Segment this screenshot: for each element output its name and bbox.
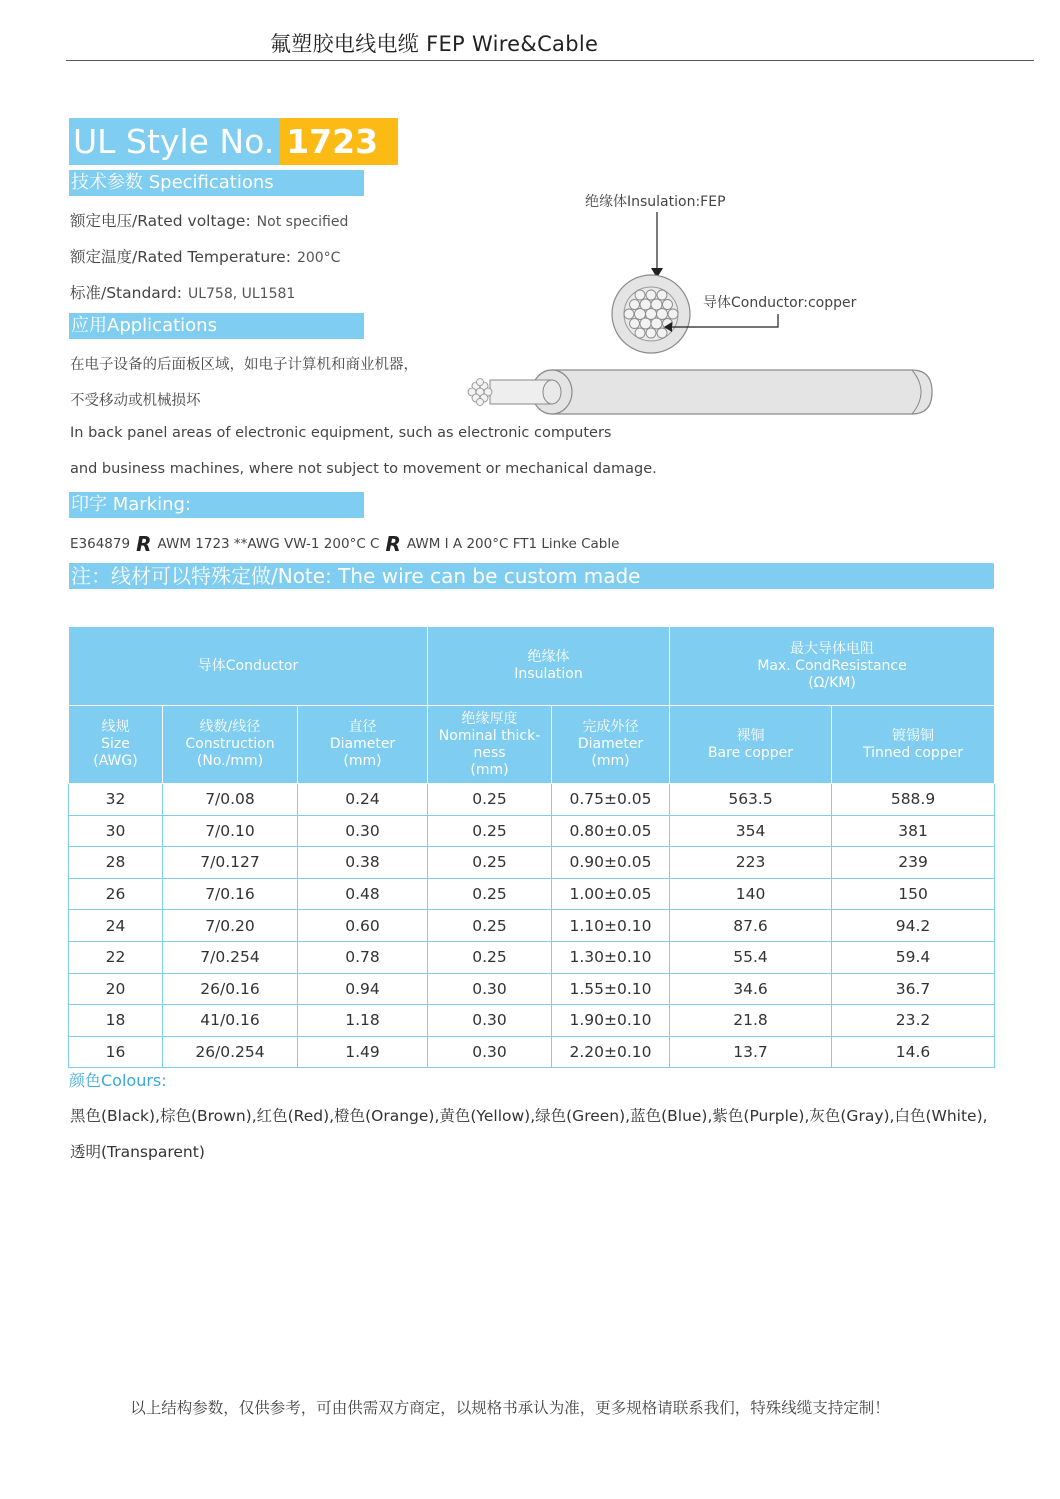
- bare-copper-cell: 354: [670, 815, 832, 847]
- outer-diameter-cell: 0.75±0.05: [552, 784, 670, 816]
- resistance-header-cn: 最大导体电阻: [790, 640, 875, 657]
- resistance-header-en: Max. CondResistance: [757, 657, 907, 674]
- diameter-column-header: [298, 706, 428, 784]
- insulation-header-cn: 绝缘体: [527, 649, 570, 665]
- table-row: [69, 784, 995, 816]
- table-row: [69, 847, 995, 879]
- insulation-header-en: Insulation: [514, 666, 583, 682]
- diameter-header-cn: 直径: [348, 719, 377, 735]
- tinned-copper-cell: 94.2: [832, 910, 995, 942]
- bare-copper-cell: 13.7: [670, 1036, 832, 1068]
- tinned-copper-header-cn: 镀锡铜: [892, 727, 935, 744]
- colours-line-1: 黑色(Black),棕色(Brown),红色(Red),橙色(Orange),黄色(Yellow),绿色(Green),蓝色(Blue),紫色(Purple),灰色(Gray),白色(White),: [70, 1107, 988, 1125]
- thickness-column-header: [428, 706, 552, 784]
- bare-copper-column-header: [670, 706, 832, 784]
- table-row: [69, 973, 995, 1005]
- tinned-copper-cell: 36.7: [832, 973, 995, 1005]
- custom-note: 注：线材可以特殊定做/Note: The wire can be custom made: [69, 563, 994, 589]
- conductor-label: 导体Conductor:copper: [703, 295, 857, 311]
- tinned-copper-cell: 588.9: [832, 784, 995, 816]
- diameter-cell: 1.49: [298, 1036, 428, 1068]
- size-cell: 24: [69, 910, 163, 942]
- colours-heading: 颜色Colours:: [69, 1071, 167, 1090]
- tinned-copper-column-header: [832, 706, 995, 784]
- size-header-unit: (AWG): [93, 753, 138, 769]
- ul-style-number: 1723: [280, 118, 398, 165]
- thickness-header-en-2: ness: [473, 744, 506, 761]
- outer-diameter-cell: 1.55±0.10: [552, 973, 670, 1005]
- application-line-3: In back panel areas of electronic equipment, such as electronic computers: [70, 425, 612, 441]
- bare-copper-cell: 34.6: [670, 973, 832, 1005]
- thickness-header-unit: (mm): [470, 761, 509, 778]
- table-row: [69, 815, 995, 847]
- outer-diameter-cell: 0.90±0.05: [552, 847, 670, 879]
- standard-label: 标准/Standard:: [70, 284, 182, 302]
- size-cell: 32: [69, 784, 163, 816]
- thickness-cell: 0.25: [428, 847, 552, 879]
- diameter-header-unit: (mm): [343, 753, 382, 769]
- ul-recognized-logo-icon: R: [136, 532, 150, 556]
- diameter-cell: 0.30: [298, 815, 428, 847]
- specification-table: [68, 626, 995, 1068]
- standard: [70, 281, 295, 303]
- size-column-header: [69, 706, 163, 784]
- insulation-label: 绝缘体Insulation:FEP: [585, 194, 726, 210]
- rated-temperature-label: 额定温度/Rated Temperature:: [70, 248, 291, 266]
- outer-diameter-header-en: Diameter: [577, 736, 644, 752]
- size-cell: 28: [69, 847, 163, 879]
- thickness-cell: 0.30: [428, 1005, 552, 1037]
- bare-copper-header-en: Bare copper: [707, 744, 794, 761]
- thickness-cell: 0.25: [428, 910, 552, 942]
- tinned-copper-header-en: Tinned copper: [862, 744, 964, 761]
- rated-voltage-label: 额定电压/Rated voltage:: [70, 212, 251, 230]
- tinned-copper-cell: 381: [832, 815, 995, 847]
- conductor-group-header: 导体Conductor: [69, 627, 428, 706]
- thickness-cell: 0.30: [428, 973, 552, 1005]
- cable-cross-section: [612, 275, 690, 353]
- page-header-title: 氟塑胶电线电缆 FEP Wire&Cable: [270, 32, 599, 56]
- construction-cell: 41/0.16: [163, 1005, 298, 1037]
- application-line-1: 在电子设备的后面板区域，如电子计算机和商业机器，: [70, 357, 418, 373]
- marking-file-number: E364879: [70, 536, 131, 552]
- bare-copper-header-cn: 裸铜: [736, 727, 765, 744]
- rated-voltage-value: Not specified: [256, 214, 349, 230]
- tinned-copper-cell: 150: [832, 878, 995, 910]
- size-header-cn: 线规: [101, 719, 130, 735]
- size-cell: 16: [69, 1036, 163, 1068]
- outer-diameter-cell: 1.30±0.10: [552, 941, 670, 973]
- construction-column-header: [163, 706, 298, 784]
- resistance-group-header: [670, 627, 995, 706]
- rated-voltage: [70, 209, 348, 231]
- bare-copper-cell: 21.8: [670, 1005, 832, 1037]
- insulation-group-header: [428, 627, 670, 706]
- thickness-cell: 0.30: [428, 1036, 552, 1068]
- applications-heading: 应用Applications: [69, 313, 364, 339]
- outer-diameter-cell: 1.00±0.05: [552, 878, 670, 910]
- standard-value: UL758, UL1581: [187, 286, 296, 302]
- construction-header-unit: (No./mm): [196, 753, 264, 769]
- bare-copper-cell: 87.6: [670, 910, 832, 942]
- tinned-copper-cell: 59.4: [832, 941, 995, 973]
- resistance-header-unit: (Ω/KM): [808, 674, 856, 691]
- outer-diameter-cell: 0.80±0.05: [552, 815, 670, 847]
- bare-copper-cell: 563.5: [670, 784, 832, 816]
- size-cell: 18: [69, 1005, 163, 1037]
- tinned-copper-cell: 14.6: [832, 1036, 995, 1068]
- construction-cell: 26/0.254: [163, 1036, 298, 1068]
- outer-diameter-cell: 1.90±0.10: [552, 1005, 670, 1037]
- diameter-cell: 1.18: [298, 1005, 428, 1037]
- thickness-header-en-1: Nominal thick-: [438, 727, 541, 744]
- construction-header-en: Construction: [185, 736, 275, 752]
- size-cell: 26: [69, 878, 163, 910]
- ul-style-label: UL Style No.: [69, 118, 280, 165]
- diameter-cell: 0.60: [298, 910, 428, 942]
- table-group-header-row: [69, 627, 995, 706]
- table-row: [69, 878, 995, 910]
- application-line-2: 不受移动或机械损坏: [70, 393, 201, 409]
- table-row: [69, 1005, 995, 1037]
- marking-text: [70, 532, 619, 556]
- application-line-4: and business machines, where not subject to movement or mechanical damage.: [70, 461, 657, 477]
- rated-temperature-value: 200°C: [296, 250, 341, 266]
- construction-cell: 7/0.254: [163, 941, 298, 973]
- diameter-cell: 0.24: [298, 784, 428, 816]
- ul-style-title: [69, 118, 398, 165]
- construction-cell: 7/0.16: [163, 878, 298, 910]
- construction-header-cn: 线数/线径: [199, 719, 261, 735]
- diameter-cell: 0.78: [298, 941, 428, 973]
- marking-part-2: AWM 1723 **AWG VW-1 200°C C: [157, 536, 380, 552]
- diameter-cell: 0.48: [298, 878, 428, 910]
- thickness-cell: 0.25: [428, 815, 552, 847]
- outer-diameter-cell: 2.20±0.10: [552, 1036, 670, 1068]
- cable-side-view: [468, 370, 932, 414]
- size-cell: 30: [69, 815, 163, 847]
- marking-heading: 印字 Marking:: [69, 492, 364, 518]
- bare-copper-cell: 223: [670, 847, 832, 879]
- diameter-cell: 0.94: [298, 973, 428, 1005]
- size-cell: 22: [69, 941, 163, 973]
- thickness-header-cn: 绝缘厚度: [461, 710, 518, 727]
- table-row: [69, 941, 995, 973]
- table-row: [69, 910, 995, 942]
- size-header-en: Size: [101, 736, 130, 752]
- colours-line-2: 透明(Transparent): [70, 1143, 205, 1161]
- construction-cell: 26/0.16: [163, 973, 298, 1005]
- outer-diameter-header-cn: 完成外径: [582, 719, 639, 735]
- construction-cell: 7/0.08: [163, 784, 298, 816]
- diameter-header-en: Diameter: [329, 736, 396, 752]
- tinned-copper-cell: 239: [832, 847, 995, 879]
- footer-disclaimer: 以上结构参数，仅供参考，可由供需双方商定，以规格书承认为准，更多规格请联系我们，特殊线缆支持定制！: [130, 1399, 890, 1417]
- cable-diagram: [460, 200, 940, 430]
- marking-part-3: AWM I A 200°C FT1 Linke Cable: [406, 536, 620, 552]
- table-column-header-row: [69, 706, 995, 784]
- size-cell: 20: [69, 973, 163, 1005]
- construction-cell: 7/0.20: [163, 910, 298, 942]
- table-row: [69, 1036, 995, 1068]
- header-divider: [66, 60, 1034, 61]
- outer-diameter-column-header: [552, 706, 670, 784]
- thickness-cell: 0.25: [428, 784, 552, 816]
- ul-recognized-logo-icon-2: R: [385, 532, 399, 556]
- outer-diameter-header-unit: (mm): [591, 753, 630, 769]
- rated-temperature: [70, 245, 340, 267]
- construction-cell: 7/0.127: [163, 847, 298, 879]
- thickness-cell: 0.25: [428, 878, 552, 910]
- bare-copper-cell: 55.4: [670, 941, 832, 973]
- specifications-heading: 技术参数 Specifications: [69, 170, 364, 196]
- bare-copper-cell: 140: [670, 878, 832, 910]
- thickness-cell: 0.25: [428, 941, 552, 973]
- tinned-copper-cell: 23.2: [832, 1005, 995, 1037]
- diameter-cell: 0.38: [298, 847, 428, 879]
- construction-cell: 7/0.10: [163, 815, 298, 847]
- outer-diameter-cell: 1.10±0.10: [552, 910, 670, 942]
